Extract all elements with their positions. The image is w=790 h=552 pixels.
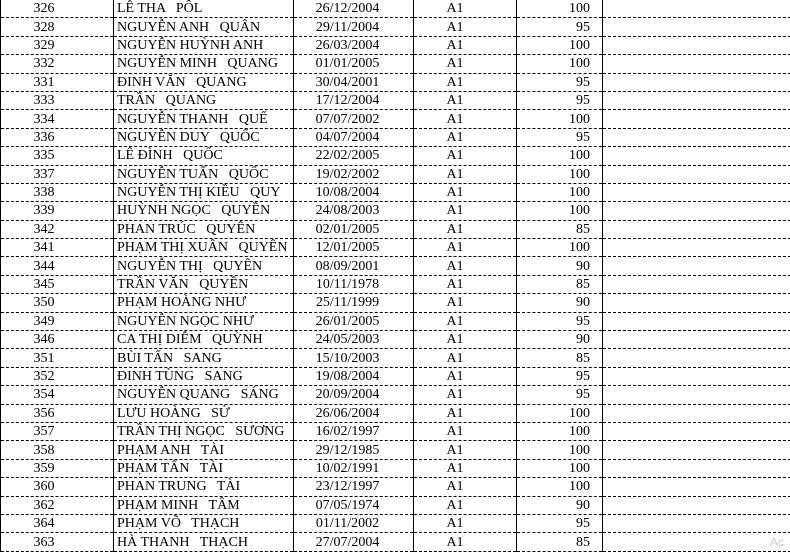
birth-date-cell: 24/08/2003 [294, 202, 414, 220]
empty-cell [603, 312, 790, 330]
student-id-cell: 344 [1, 257, 114, 275]
class-cell: A1 [414, 422, 517, 440]
class-cell: A1 [414, 533, 517, 551]
table-row [1, 73, 790, 91]
student-id-cell: 360 [1, 478, 114, 496]
student-id-cell: 357 [1, 422, 114, 440]
birth-date-cell: 26/12/2004 [294, 0, 414, 18]
results-table-body [1, 0, 790, 551]
empty-cell [603, 422, 790, 440]
table-row [1, 147, 790, 165]
student-id-cell: 354 [1, 386, 114, 404]
score-cell: 100 [517, 183, 603, 201]
empty-cell [603, 183, 790, 201]
student-id-cell: 333 [1, 91, 114, 109]
student-name-cell: NGUYỄN MINH QUANG [114, 55, 294, 73]
empty-cell [603, 294, 790, 312]
class-cell: A1 [414, 147, 517, 165]
table-row [1, 183, 790, 201]
class-cell: A1 [414, 367, 517, 385]
student-name-cell: HUỲNH NGỌC QUYỀN [114, 202, 294, 220]
student-id-cell: 335 [1, 147, 114, 165]
student-name-cell: NGUYỄN THỊ QUYÊN [114, 257, 294, 275]
class-cell: A1 [414, 0, 517, 18]
score-cell: 90 [517, 496, 603, 514]
birth-date-cell: 27/07/2004 [294, 533, 414, 551]
table-row [1, 36, 790, 54]
table-row [1, 55, 790, 73]
birth-date-cell: 04/07/2004 [294, 128, 414, 146]
student-name-cell: NGUYỄN HUỲNH ANH [114, 36, 294, 54]
class-cell: A1 [414, 165, 517, 183]
table-row [1, 422, 790, 440]
student-id-cell: 334 [1, 110, 114, 128]
student-id-cell: 349 [1, 312, 114, 330]
student-id-cell: 352 [1, 367, 114, 385]
birth-date-cell: 07/05/1974 [294, 496, 414, 514]
score-cell: 100 [517, 36, 603, 54]
table-row [1, 533, 790, 551]
score-cell: 85 [517, 275, 603, 293]
empty-cell [603, 18, 790, 36]
class-cell: A1 [414, 478, 517, 496]
student-id-cell: 339 [1, 202, 114, 220]
score-cell: 100 [517, 110, 603, 128]
student-id-cell: 338 [1, 183, 114, 201]
class-cell: A1 [414, 239, 517, 257]
table-row [1, 91, 790, 109]
empty-cell [603, 386, 790, 404]
student-id-cell: 336 [1, 128, 114, 146]
birth-date-cell: 17/12/2004 [294, 91, 414, 109]
class-cell: A1 [414, 275, 517, 293]
table-row [1, 110, 790, 128]
birth-date-cell: 23/12/1997 [294, 478, 414, 496]
class-cell: A1 [414, 55, 517, 73]
student-id-cell: 350 [1, 294, 114, 312]
student-name-cell: LÊ THA PÔL [114, 0, 294, 18]
class-cell: A1 [414, 220, 517, 238]
class-cell: A1 [414, 349, 517, 367]
empty-cell [603, 367, 790, 385]
student-id-cell: 351 [1, 349, 114, 367]
birth-date-cell: 22/02/2005 [294, 147, 414, 165]
score-cell: 95 [517, 514, 603, 532]
score-cell: 95 [517, 367, 603, 385]
empty-cell [603, 275, 790, 293]
class-cell: A1 [414, 496, 517, 514]
student-name-cell: NGUYỄN DUY QUỐC [114, 128, 294, 146]
table-row [1, 459, 790, 477]
student-name-cell: NGUYỄN THỊ KIỀU QUY [114, 183, 294, 201]
student-name-cell: LÊ ĐÌNH QUỐC [114, 147, 294, 165]
table-row [1, 275, 790, 293]
class-cell: A1 [414, 257, 517, 275]
birth-date-cell: 12/01/2005 [294, 239, 414, 257]
student-name-cell: TRẦN THỊ NGỌC SƯƠNG [114, 422, 294, 440]
empty-cell [603, 147, 790, 165]
student-name-cell: NGUYỄN TUẤN QUỐC [114, 165, 294, 183]
empty-cell [603, 165, 790, 183]
birth-date-cell: 24/05/2003 [294, 331, 414, 349]
birth-date-cell: 01/11/2002 [294, 514, 414, 532]
table-row [1, 220, 790, 238]
table-row [1, 0, 790, 18]
table-row [1, 294, 790, 312]
class-cell: A1 [414, 183, 517, 201]
student-name-cell: NGUYỄN QUANG SÁNG [114, 386, 294, 404]
score-cell: 100 [517, 239, 603, 257]
birth-date-cell: 02/01/2005 [294, 220, 414, 238]
table-row [1, 367, 790, 385]
class-cell: A1 [414, 331, 517, 349]
score-cell: 95 [517, 18, 603, 36]
table-row [1, 349, 790, 367]
birth-date-cell: 29/11/2004 [294, 18, 414, 36]
table-row [1, 165, 790, 183]
score-cell: 90 [517, 294, 603, 312]
table-row [1, 312, 790, 330]
student-name-cell: NGUYỄN ANH QUÂN [114, 18, 294, 36]
empty-cell [603, 331, 790, 349]
score-cell: 95 [517, 91, 603, 109]
empty-cell [603, 478, 790, 496]
empty-cell [603, 0, 790, 18]
student-name-cell: HÀ THANH THẠCH [114, 533, 294, 551]
birth-date-cell: 01/01/2005 [294, 55, 414, 73]
table-row [1, 239, 790, 257]
table-row [1, 514, 790, 532]
student-name-cell: NGUYỄN THANH QUẾ [114, 110, 294, 128]
student-name-cell: PHAN TRUNG TÀI [114, 478, 294, 496]
birth-date-cell: 30/04/2001 [294, 73, 414, 91]
empty-cell [603, 349, 790, 367]
birth-date-cell: 25/11/1999 [294, 294, 414, 312]
birth-date-cell: 07/07/2002 [294, 110, 414, 128]
table-row [1, 18, 790, 36]
student-name-cell: PHẠM HOÀNG NHƯ [114, 294, 294, 312]
class-cell: A1 [414, 441, 517, 459]
birth-date-cell: 15/10/2003 [294, 349, 414, 367]
table-row [1, 331, 790, 349]
birth-date-cell: 08/09/2001 [294, 257, 414, 275]
birth-date-cell: 26/01/2005 [294, 312, 414, 330]
score-cell: 100 [517, 422, 603, 440]
empty-cell [603, 128, 790, 146]
table-row [1, 257, 790, 275]
score-cell: 85 [517, 349, 603, 367]
student-name-cell: TRẦN VĂN QUYỀN [114, 275, 294, 293]
score-cell: 95 [517, 386, 603, 404]
class-cell: A1 [414, 202, 517, 220]
empty-cell [603, 514, 790, 532]
empty-cell [603, 404, 790, 422]
score-cell: 95 [517, 312, 603, 330]
score-cell: 95 [517, 73, 603, 91]
student-id-cell: 342 [1, 220, 114, 238]
student-name-cell: BÙI TẤN SANG [114, 349, 294, 367]
birth-date-cell: 29/12/1985 [294, 441, 414, 459]
score-cell: 100 [517, 165, 603, 183]
birth-date-cell: 19/02/2002 [294, 165, 414, 183]
student-name-cell: PHẠM THỊ XUÂN QUYÊN [114, 239, 294, 257]
student-id-cell: 329 [1, 36, 114, 54]
student-name-cell: PHAN TRÚC QUYÊN [114, 220, 294, 238]
table-row [1, 496, 790, 514]
table-row [1, 441, 790, 459]
student-id-cell: 341 [1, 239, 114, 257]
birth-date-cell: 26/06/2004 [294, 404, 414, 422]
table-row [1, 202, 790, 220]
birth-date-cell: 19/08/2004 [294, 367, 414, 385]
class-cell: A1 [414, 91, 517, 109]
birth-date-cell: 10/11/1978 [294, 275, 414, 293]
student-id-cell: 358 [1, 441, 114, 459]
student-name-cell: PHẠM TẤN TÀI [114, 459, 294, 477]
student-id-cell: 359 [1, 459, 114, 477]
student-id-cell: 337 [1, 165, 114, 183]
table-row [1, 478, 790, 496]
class-cell: A1 [414, 110, 517, 128]
student-id-cell: 331 [1, 73, 114, 91]
birth-date-cell: 20/09/2004 [294, 386, 414, 404]
class-cell: A1 [414, 386, 517, 404]
table-row [1, 128, 790, 146]
score-cell: 100 [517, 404, 603, 422]
class-cell: A1 [414, 312, 517, 330]
class-cell: A1 [414, 514, 517, 532]
student-name-cell: PHẠM MINH TÂM [114, 496, 294, 514]
table-row [1, 404, 790, 422]
birth-date-cell: 10/08/2004 [294, 183, 414, 201]
empty-cell [603, 496, 790, 514]
birth-date-cell: 26/03/2004 [294, 36, 414, 54]
student-name-cell: PHẠM ANH TÀI [114, 441, 294, 459]
score-cell: 100 [517, 0, 603, 18]
empty-cell [603, 110, 790, 128]
student-name-cell: ĐINH TÙNG SANG [114, 367, 294, 385]
empty-cell [603, 202, 790, 220]
student-id-cell: 362 [1, 496, 114, 514]
empty-cell [603, 533, 790, 551]
student-id-cell: 345 [1, 275, 114, 293]
score-cell: 100 [517, 459, 603, 477]
empty-cell [603, 73, 790, 91]
student-name-cell: NGUYỄN NGỌC NHƯ [114, 312, 294, 330]
student-id-cell: 332 [1, 55, 114, 73]
class-cell: A1 [414, 128, 517, 146]
score-cell: 100 [517, 202, 603, 220]
empty-cell [603, 239, 790, 257]
class-cell: A1 [414, 36, 517, 54]
birth-date-cell: 16/02/1997 [294, 422, 414, 440]
empty-cell [603, 36, 790, 54]
empty-cell [603, 91, 790, 109]
class-cell: A1 [414, 18, 517, 36]
score-cell: 95 [517, 128, 603, 146]
class-cell: A1 [414, 459, 517, 477]
student-id-cell: 356 [1, 404, 114, 422]
student-name-cell: TRẦN QUANG [114, 91, 294, 109]
score-cell: 100 [517, 478, 603, 496]
score-cell: 90 [517, 331, 603, 349]
empty-cell [603, 441, 790, 459]
empty-cell [603, 220, 790, 238]
student-id-cell: 364 [1, 514, 114, 532]
class-cell: A1 [414, 294, 517, 312]
watermark-text: Ac [770, 535, 784, 549]
score-cell: 85 [517, 220, 603, 238]
student-name-cell: CA THỊ DIỄM QUỲNH [114, 331, 294, 349]
score-cell: 100 [517, 55, 603, 73]
empty-cell [603, 257, 790, 275]
score-cell: 100 [517, 441, 603, 459]
empty-cell [603, 55, 790, 73]
score-cell: 100 [517, 147, 603, 165]
student-name-cell: LƯU HOÀNG SỬ [114, 404, 294, 422]
student-id-cell: 326 [1, 0, 114, 18]
student-name-cell: PHẠM VÕ THẠCH [114, 514, 294, 532]
birth-date-cell: 10/02/1991 [294, 459, 414, 477]
empty-cell [603, 459, 790, 477]
student-name-cell: ĐINH VĂN QUANG [114, 73, 294, 91]
class-cell: A1 [414, 73, 517, 91]
student-id-cell: 363 [1, 533, 114, 551]
student-id-cell: 346 [1, 331, 114, 349]
student-id-cell: 328 [1, 18, 114, 36]
score-cell: 90 [517, 257, 603, 275]
table-row [1, 386, 790, 404]
class-cell: A1 [414, 404, 517, 422]
score-cell: 85 [517, 533, 603, 551]
